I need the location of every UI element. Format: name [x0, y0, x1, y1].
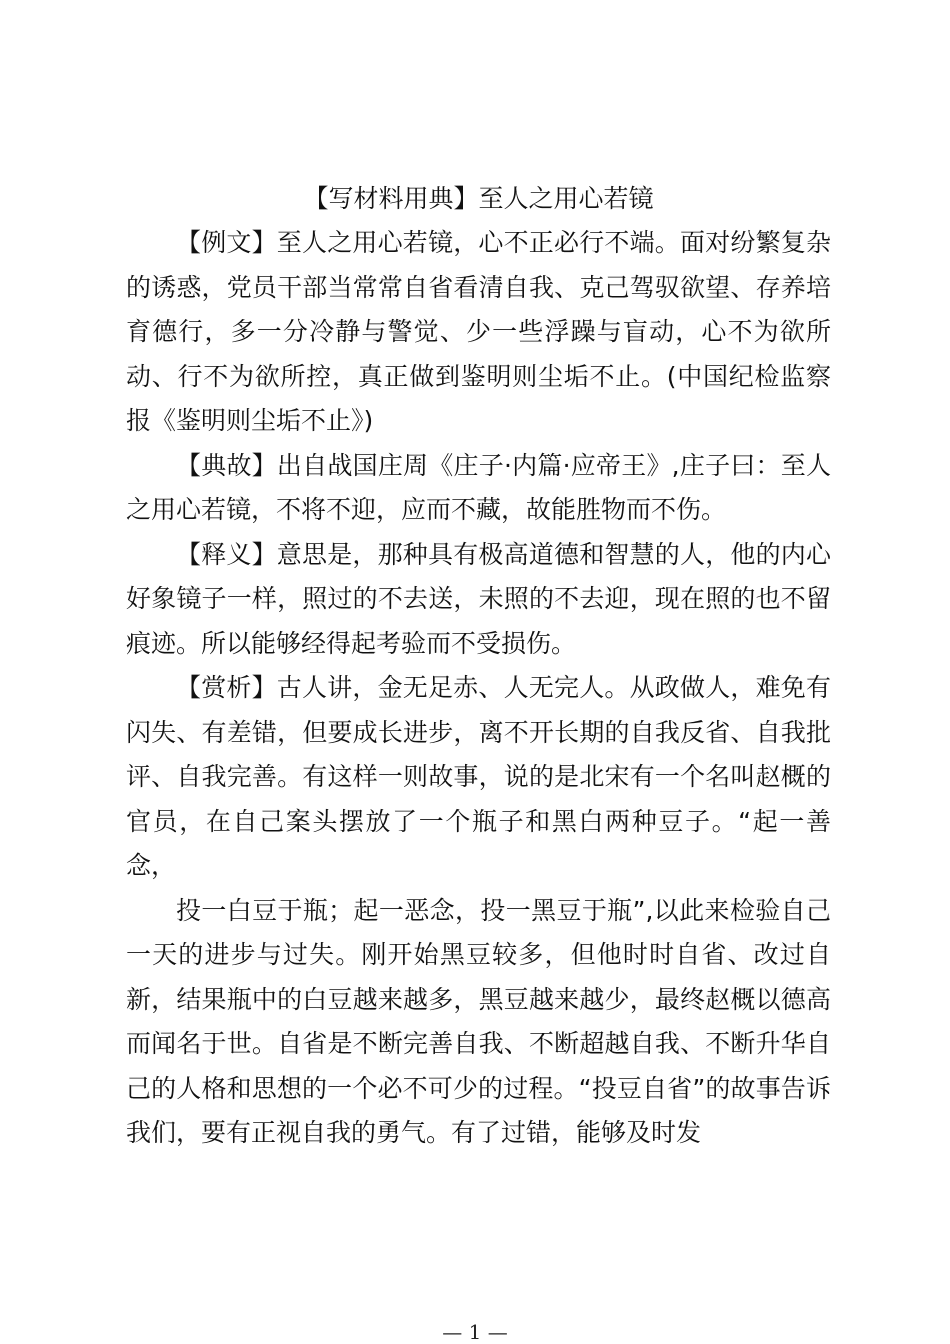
paragraph-appreciation-continued: 投一白豆于瓶；起一恶念，投一黑豆于瓶”,以此来检验自己一天的进步与过失。刚开始黑豆较多，但他时时自省、改过自新，结果瓶中的白豆越来越多，黑豆越来越少，最终赵概以德高而闻名于世。自省是不断完善自我、不断超越自我、不断升华自己的人格和思想的一个必不可少的过程。“投豆自省”的故事告诉我们，要有正视自我的勇气。有了过错，能够及时发: [126, 895, 831, 1147]
document-title: 【写材料用典】至人之用心若镜: [303, 184, 654, 213]
document-body: [126, 176, 831, 1156]
paragraph-interpretation: 【释义】意思是，那种具有极高道德和智慧的人，他的内心好象镜子一样，照过的不去送，未照的不去迎，现在照的也不留痕迹。所以能够经得起考验而不受损伤。: [126, 539, 831, 658]
paragraph-appreciation: 【赏析】古人讲，金无足赤、人无完人。从政做人，难免有闪失、有差错，但要成长进步，离不开长期的自我反省、自我批评、自我完善。有这样一则故事，说的是北宋有一个名叫赵概的官员，在自己案头摆放了一个瓶子和黑白两种豆子。“起一善念，: [126, 673, 831, 880]
page-number: — 1 —: [442, 1320, 508, 1344]
paragraph-example: 【例文】至人之用心若镜，心不正必行不端。面对纷繁复杂的诱惑，党员干部当常常自省看清自我、克己驾驭欲望、存养培育德行，多一分冷静与警觉、少一些浮躁与盲动，心不为欲所动、行不为欲所控，真正做到鉴明则尘垢不止。(中国纪检监察报《鉴明则尘垢不止》): [126, 228, 831, 435]
paragraph-allusion: 【典故】出自战国庄周《庄子·内篇·应帝王》,庄子曰：至人之用心若镜，不将不迎，应而不藏，故能胜物而不伤。: [126, 450, 831, 524]
